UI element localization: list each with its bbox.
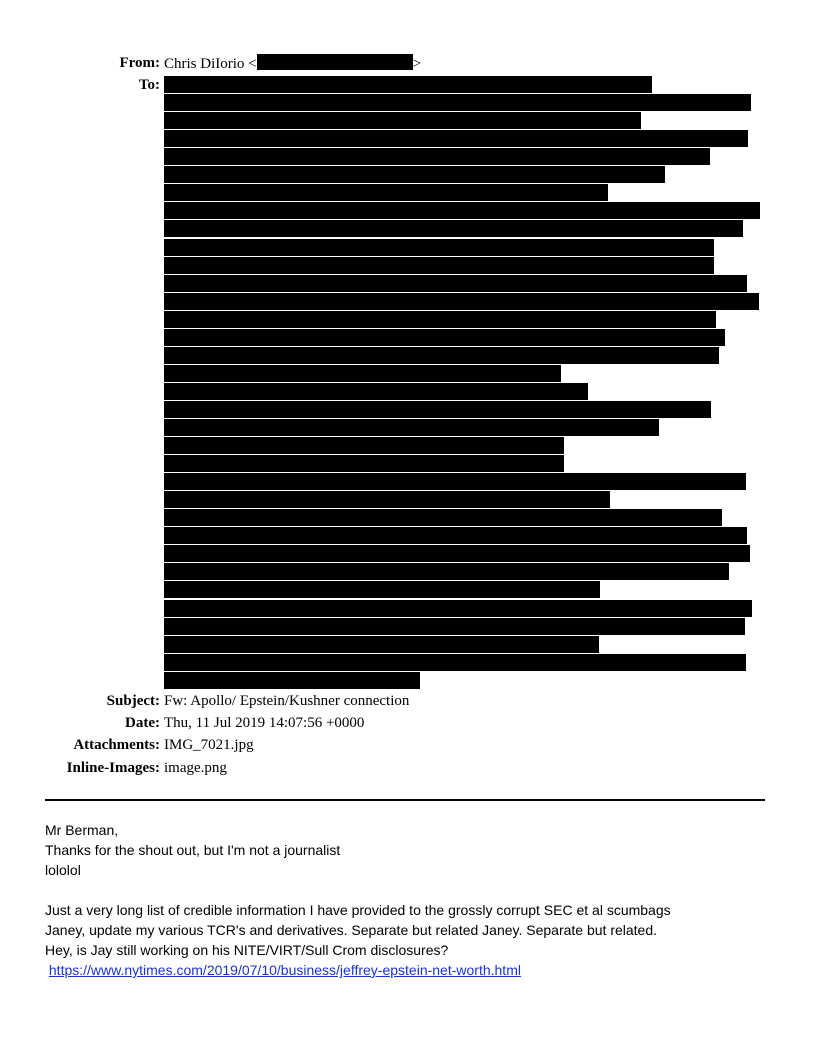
attachments-value: IMG_7021.jpg — [164, 737, 254, 753]
from-name: Chris DiIorio < — [164, 56, 257, 72]
redaction-bar — [164, 184, 608, 201]
redaction-bar — [164, 239, 714, 256]
redaction-bar — [164, 365, 561, 382]
redaction-bar — [164, 311, 716, 328]
redaction-bar — [164, 455, 564, 472]
redaction-bar — [164, 437, 564, 454]
body-greeting: Mr Berman, — [45, 822, 119, 838]
redaction-bar — [164, 473, 746, 490]
redaction-bar — [164, 600, 752, 617]
redaction-bar — [164, 636, 599, 653]
redaction-bar — [164, 347, 719, 364]
message-body — [45, 820, 775, 980]
redaction-bar — [164, 293, 759, 310]
redaction-bar — [164, 202, 760, 219]
subject-label: Subject: — [106, 693, 160, 709]
redaction-bar — [164, 401, 711, 418]
header-divider — [45, 799, 765, 801]
redaction-bar — [164, 672, 420, 689]
redaction-bar — [164, 220, 743, 237]
date-value: Thu, 11 Jul 2019 14:07:56 +0000 — [164, 715, 365, 731]
redaction-bar — [164, 563, 729, 580]
redaction-bar — [164, 166, 665, 183]
redaction-bar — [164, 545, 750, 562]
redaction-bar — [164, 329, 725, 346]
body-line: Hey, is Jay still working on his NITE/VIRT/Sull Crom disclosures? — [45, 942, 449, 958]
from-close: > — [412, 56, 422, 72]
redaction-bar — [164, 112, 641, 129]
article-link[interactable]: https://www.nytimes.com/2019/07/10/business/jeffrey-epstein-net-worth.html — [48, 962, 521, 978]
inline-images-value: image.png — [164, 760, 227, 776]
redaction-bar — [164, 491, 610, 508]
redaction-bar — [164, 419, 659, 436]
redaction-bar — [164, 581, 600, 598]
from-value — [164, 54, 421, 73]
to-label: To: — [138, 77, 160, 93]
redaction-bar — [164, 76, 652, 93]
body-line: Janey, update my various TCR's and derivatives. Separate but related Janey. Separate but related. — [45, 922, 658, 938]
redaction-bar — [164, 618, 745, 635]
redacted-email — [257, 54, 413, 70]
from-label: From: — [119, 55, 160, 71]
attachments-label: Attachments: — [73, 737, 160, 753]
redaction-bar — [164, 148, 710, 165]
redaction-bar — [164, 130, 748, 147]
redaction-bar — [164, 275, 747, 292]
redaction-bar — [164, 527, 747, 544]
body-line: Just a very long list of credible information I have provided to the grossly corrupt SEC et al scumbags — [45, 902, 671, 918]
redaction-bar — [164, 654, 746, 671]
body-line: Thanks for the shout out, but I'm not a journalist — [45, 842, 341, 858]
redaction-bar — [164, 94, 751, 111]
redaction-bar — [164, 383, 588, 400]
redaction-bar — [164, 509, 722, 526]
redaction-bar — [164, 257, 714, 274]
body-line: lololol — [45, 862, 81, 878]
inline-images-label: Inline-Images: — [66, 760, 160, 776]
date-label: Date: — [125, 715, 160, 731]
subject-value: Fw: Apollo/ Epstein/Kushner connection — [164, 693, 410, 709]
